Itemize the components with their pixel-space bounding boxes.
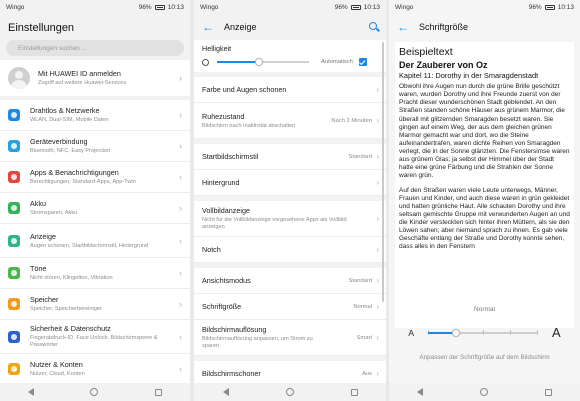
sound-icon	[8, 267, 20, 279]
item-subtitle: Bluetooth, NFC, Easy Projection	[30, 148, 111, 154]
status-bar	[194, 0, 386, 14]
brightness-label: Helligkeit	[202, 44, 232, 53]
current-size-label: Normal	[474, 306, 495, 313]
chevron-right-icon: ›	[376, 369, 379, 378]
settings-item-apps[interactable]	[0, 162, 190, 193]
back-arrow-icon[interactable]: ←	[202, 20, 214, 34]
large-font-icon: A	[552, 325, 561, 340]
chevron-right-icon: ›	[376, 116, 379, 125]
row-value: Standard	[348, 277, 372, 284]
item-title: Apps & Benachrichtigungen	[30, 168, 119, 177]
battery-icon	[545, 5, 555, 10]
settings-item-battery[interactable]	[0, 193, 190, 224]
system-nav-bar	[0, 383, 190, 401]
item-subtitle: Augen schonen, Startbildschirmstil, Hintergrund	[30, 242, 149, 249]
row-label: Bildschirmschoner	[202, 369, 261, 378]
chapter-title: Kapitel 11: Dorothy in der Smaragdenstadt	[399, 71, 539, 80]
row-label: Bildschirmauflösung	[202, 325, 267, 335]
recents-square-icon[interactable]	[545, 389, 552, 396]
chevron-right-icon: ›	[179, 141, 182, 151]
status-bar	[0, 0, 190, 14]
recents-square-icon[interactable]	[155, 389, 162, 396]
item-title: Speicher	[30, 295, 59, 304]
display-options-list-3	[194, 201, 386, 263]
display-options-list-2	[194, 144, 386, 196]
sample-heading: Beispieltext	[399, 46, 453, 58]
chevron-right-icon: ›	[376, 245, 379, 254]
chevron-right-icon: ›	[376, 85, 379, 94]
chevron-right-icon: ›	[179, 268, 182, 278]
row-value: Standard	[348, 153, 372, 160]
recents-square-icon[interactable]	[351, 389, 358, 396]
row-subtitle: Bildschirm nach Inaktivität abschalten	[202, 122, 296, 129]
slider-tick	[510, 330, 511, 335]
home-circle-icon[interactable]	[480, 388, 488, 396]
settings-screen	[0, 0, 190, 401]
chevron-right-icon: ›	[179, 235, 182, 246]
brightness-slider-fill	[217, 61, 259, 63]
chevron-right-icon: ›	[179, 110, 182, 120]
chevron-right-icon: ›	[179, 203, 182, 213]
row-subtitle: Bildschirmauflösung anpassen, um Strom zu sparen	[202, 336, 313, 349]
row-wallpaper[interactable]	[194, 170, 386, 196]
chevron-right-icon: ›	[179, 299, 182, 309]
item-subtitle: Stromsparen, Akku	[30, 210, 78, 216]
clock: 10:13	[363, 3, 380, 11]
row-label: Startbildschirmstil	[202, 152, 259, 161]
back-triangle-icon[interactable]	[417, 388, 423, 396]
item-subtitle: Speicher, Speicherbereiniger	[30, 306, 102, 312]
font-size-hint: Anpassen der Schriftgröße auf dem Bildschirm	[419, 354, 550, 361]
item-title: Anzeige	[30, 231, 56, 241]
row-label: Ansichtsmodus	[202, 276, 251, 285]
chevron-right-icon: ›	[376, 276, 379, 285]
settings-item-security[interactable]	[0, 320, 190, 354]
font-size-slider-thumb[interactable]	[452, 329, 460, 337]
item-title: Nutzer & Konten	[30, 360, 83, 369]
settings-item-display[interactable]	[0, 224, 190, 258]
slider-tick	[537, 330, 538, 335]
settings-item-sounds[interactable]	[0, 258, 190, 289]
page-title: Einstellungen	[8, 22, 75, 34]
slider-tick	[483, 330, 484, 335]
chevron-right-icon: ›	[179, 364, 182, 374]
settings-item-storage[interactable]	[0, 289, 190, 320]
row-screen-resolution[interactable]	[194, 320, 386, 356]
account-card[interactable]	[0, 60, 190, 96]
row-label: Ruhezustand	[202, 111, 245, 121]
battery-percent: 96%	[528, 3, 542, 11]
search-icon[interactable]	[369, 22, 377, 30]
back-triangle-icon[interactable]	[28, 388, 34, 396]
chevron-right-icon: ›	[376, 178, 379, 187]
security-icon	[8, 331, 20, 343]
back-arrow-icon[interactable]: ←	[397, 20, 409, 34]
row-view-mode[interactable]	[194, 268, 386, 294]
item-title: Töne	[30, 264, 47, 273]
search-input[interactable]: Einstellungen suchen ...	[6, 40, 184, 56]
avatar	[8, 67, 30, 89]
chevron-right-icon: ›	[376, 333, 379, 342]
apps-icon	[8, 171, 20, 183]
row-home-screen-style[interactable]	[194, 144, 386, 170]
display-options-list-4	[194, 268, 386, 356]
page-title: Schriftgröße	[419, 22, 469, 32]
row-fullscreen[interactable]	[194, 201, 386, 237]
small-font-icon: A	[408, 327, 414, 338]
row-label: Farbe und Augen schonen	[202, 85, 287, 94]
settings-item-users[interactable]	[0, 354, 190, 385]
account-title: Mit HUAWEI ID anmelden	[38, 69, 121, 78]
users-icon	[8, 363, 20, 375]
back-triangle-icon[interactable]	[223, 388, 229, 396]
row-value: Smart	[356, 334, 372, 341]
device-connection-icon	[8, 140, 20, 152]
page-title: Anzeige	[224, 22, 257, 32]
row-value: Normal	[353, 303, 372, 310]
row-value: Nach 2 Minuten	[331, 117, 372, 124]
home-circle-icon[interactable]	[286, 388, 294, 396]
app-bar	[194, 14, 386, 40]
row-subtitle: Nicht für die Vollbildanzeige vorgesehene Apps als Vollbild anzeigen	[202, 217, 347, 230]
battery-icon	[155, 5, 165, 10]
chevron-right-icon: ›	[376, 214, 379, 223]
carrier-label: Wingo	[200, 3, 219, 11]
chevron-right-icon: ›	[376, 152, 379, 161]
item-title: Akku	[30, 199, 46, 208]
battery-icon	[351, 5, 361, 10]
item-subtitle: WLAN, Dual-SIM, Mobile Daten	[30, 117, 109, 123]
display-icon	[8, 235, 20, 247]
account-subtitle: Zugriff auf weitere Huawei-Services	[38, 80, 127, 86]
battery-percent: 96%	[334, 3, 348, 11]
settings-item-device-connection[interactable]	[0, 131, 190, 162]
chevron-right-icon: ›	[179, 172, 182, 182]
scrollbar[interactable]	[382, 42, 384, 302]
brightness-slider-thumb[interactable]	[255, 58, 263, 66]
item-title: Sicherheit & Datenschutz	[30, 324, 111, 334]
item-subtitle: Fingerabdruck-ID, Face Unlock, Bildschirmsperre & Passwörter	[30, 335, 158, 348]
font-size-control	[389, 306, 580, 361]
home-circle-icon[interactable]	[90, 388, 98, 396]
battery-icon	[8, 202, 20, 214]
item-subtitle: Nicht stören, Klingelton, Vibration	[30, 275, 113, 281]
chevron-right-icon: ›	[179, 331, 182, 342]
row-notch[interactable]	[194, 237, 386, 263]
sample-paragraph: Obwohl ihre Augen nun durch die grüne Brille geschützt waren, wurden Dorothy und ihre Freunde zuerst von der Pracht dieser wunderschönen Stadt geblendet. An den Straßen standen schöne Häuser aus grünem Marmor, die überall mit glitzernden Smaragden besetzt waren. Sie gingen auf einem Weg, der aus dem gleichen grünen Marmor gemacht war und dort, wo die Steine aufeinandertrafen, waren dichte Reihen von Smaragden verlegt, die in der Sonne glänzten. Die Fenstersimse waren aus grünem Glas; ja selbst der Himmel über der Stadt hatte eine grüne Färbung und die Strahlen der Sonne waren grün.	[399, 83, 570, 180]
sample-paragraph: Auf den Straßen waren viele Leute unterwegs, Männer, Frauen und Kinder, und auch diese waren in grün gekleidet und hatten grünliche Haut. Alle schauten Dorothy und ihre seltsam gemischte Gruppe mit verwunderten Augen an und die Kinder versteckten sich hinter ihren Müttern, als sie den Löwen sahen; aber niemand sprach zu ihnen. Es gab viele Geschäfte entlang der Straße und Dorothy konnte sehen, dass alles in den Fenstern	[399, 186, 570, 251]
row-label: Schriftgröße	[202, 302, 242, 311]
brightness-sun-icon	[202, 59, 209, 66]
chevron-right-icon: ›	[179, 73, 182, 83]
status-bar	[389, 0, 580, 14]
carrier-label: Wingo	[395, 3, 414, 11]
clock: 10:13	[557, 3, 574, 11]
brightness-section	[194, 40, 386, 72]
auto-brightness-label: Automatisch	[321, 59, 353, 65]
display-screen	[194, 0, 386, 401]
wifi-icon	[8, 109, 20, 121]
system-nav-bar	[194, 383, 386, 401]
sample-text-preview	[395, 42, 574, 328]
row-label: Vollbildanzeige	[202, 206, 250, 216]
huawei-id-row[interactable]	[0, 60, 190, 96]
app-bar	[389, 14, 580, 40]
chevron-right-icon: ›	[376, 302, 379, 311]
font-size-screen	[389, 0, 580, 401]
item-subtitle: Berechtigungen, Standard-Apps, App-Twin	[30, 179, 136, 185]
item-title: Geräteverbindung	[30, 137, 88, 146]
font-size-slider[interactable]	[428, 332, 538, 334]
system-nav-bar	[389, 383, 580, 401]
carrier-label: Wingo	[6, 3, 25, 11]
storage-icon	[8, 298, 20, 310]
row-label: Hintergrund	[202, 178, 240, 187]
row-color-eye-comfort[interactable]	[194, 77, 386, 103]
clock: 10:13	[167, 3, 184, 11]
row-label: Notch	[202, 245, 221, 254]
row-value: Aus	[362, 370, 372, 377]
auto-brightness-checkbox[interactable]	[359, 58, 367, 66]
item-subtitle: Nutzer, Cloud, Konten	[30, 371, 85, 377]
battery-percent: 96%	[138, 3, 152, 11]
display-options-list	[194, 77, 386, 139]
item-title: Drahtlos & Netzwerke	[30, 106, 100, 115]
book-title: Der Zauberer von Oz	[399, 60, 488, 70]
settings-item-wireless[interactable]	[0, 100, 190, 131]
settings-list	[0, 100, 190, 385]
row-sleep[interactable]	[194, 103, 386, 139]
brightness-slider[interactable]	[217, 61, 309, 63]
row-font-size[interactable]	[194, 294, 386, 320]
